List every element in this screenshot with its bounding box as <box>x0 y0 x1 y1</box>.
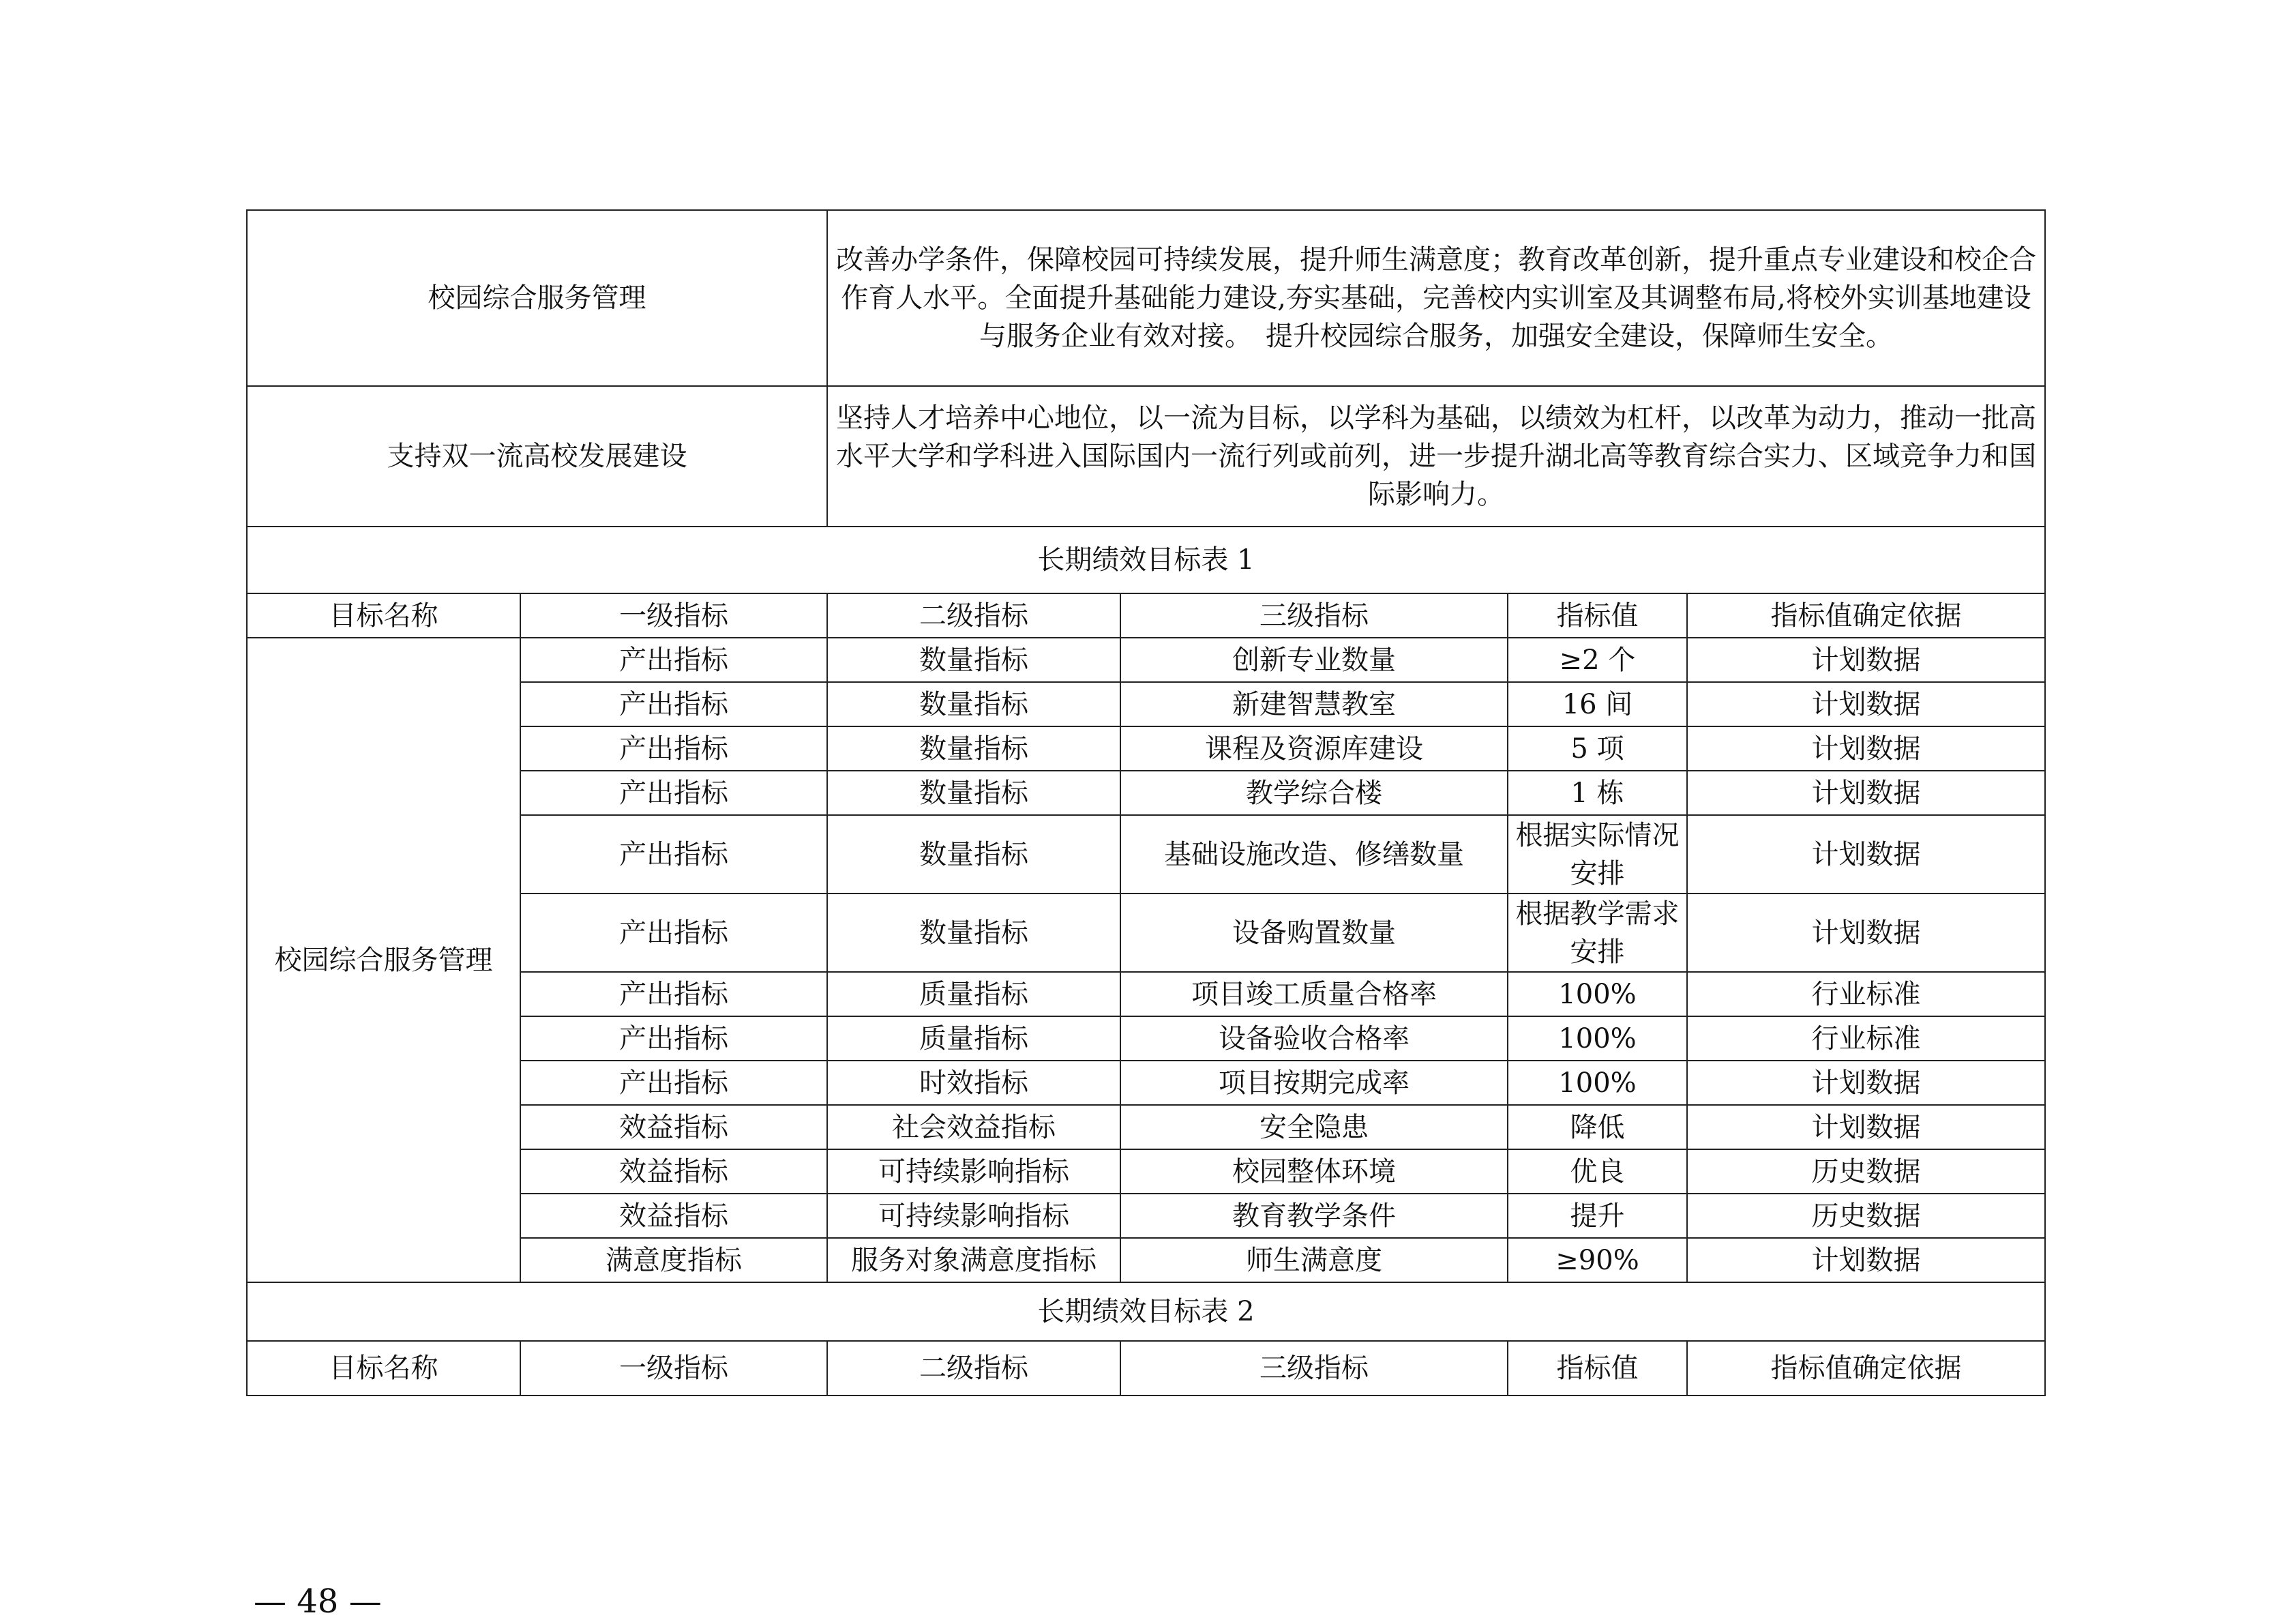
header-goal-name: 目标名称 <box>247 1341 520 1396</box>
header-value: 指标值 <box>1508 593 1687 638</box>
value-cell: ≥90% <box>1508 1238 1687 1282</box>
level2-cell: 社会效益指标 <box>827 1105 1120 1149</box>
header-level2: 二级指标 <box>827 1341 1120 1396</box>
value-cell: 优良 <box>1508 1149 1687 1194</box>
table2-header-row <box>247 1341 2045 1396</box>
level1-cell: 产出指标 <box>520 972 827 1016</box>
value-cell: 100% <box>1508 972 1687 1016</box>
basis-cell: 计划数据 <box>1687 1105 2045 1149</box>
level3-cell: 教学综合楼 <box>1120 771 1508 815</box>
program-row <box>247 386 2045 527</box>
value-cell: 根据实际情况安排 <box>1508 815 1687 894</box>
basis-cell: 计划数据 <box>1687 815 2045 894</box>
page-number: — 48 — <box>254 1582 382 1621</box>
level1-cell: 效益指标 <box>520 1105 827 1149</box>
value-cell: 降低 <box>1508 1105 1687 1149</box>
level2-cell: 可持续影响指标 <box>827 1149 1120 1194</box>
level1-cell: 产出指标 <box>520 815 827 894</box>
level2-cell: 数量指标 <box>827 894 1120 972</box>
level2-cell: 可持续影响指标 <box>827 1194 1120 1238</box>
level3-cell: 新建智慧教室 <box>1120 682 1508 726</box>
table2-title-row <box>247 1282 2045 1341</box>
table1-header-row <box>247 593 2045 638</box>
level2-cell: 数量指标 <box>827 815 1120 894</box>
program-name: 校园综合服务管理 <box>247 210 827 386</box>
program-row <box>247 210 2045 386</box>
level1-cell: 产出指标 <box>520 638 827 682</box>
program-name: 支持双一流高校发展建设 <box>247 386 827 527</box>
goal-name-cell: 校园综合服务管理 <box>247 638 520 1282</box>
level2-cell: 质量指标 <box>827 972 1120 1016</box>
level3-cell: 基础设施改造、修缮数量 <box>1120 815 1508 894</box>
level2-cell: 服务对象满意度指标 <box>827 1238 1120 1282</box>
value-cell: 1 栋 <box>1508 771 1687 815</box>
level3-cell: 项目竣工质量合格率 <box>1120 972 1508 1016</box>
value-cell: 提升 <box>1508 1194 1687 1238</box>
level3-cell: 安全隐患 <box>1120 1105 1508 1149</box>
level1-cell: 效益指标 <box>520 1194 827 1238</box>
level1-cell: 产出指标 <box>520 1061 827 1105</box>
header-level2: 二级指标 <box>827 593 1120 638</box>
header-value: 指标值 <box>1508 1341 1687 1396</box>
level3-cell: 教育教学条件 <box>1120 1194 1508 1238</box>
level2-cell: 质量指标 <box>827 1016 1120 1061</box>
table2-title: 长期绩效目标表 2 <box>247 1282 2045 1341</box>
table1-title-row <box>247 527 2045 593</box>
value-cell: 根据教学需求安排 <box>1508 894 1687 972</box>
level2-cell: 数量指标 <box>827 682 1120 726</box>
level2-cell: 数量指标 <box>827 638 1120 682</box>
basis-cell: 历史数据 <box>1687 1149 2045 1194</box>
program-description: 改善办学条件，保障校园可持续发展，提升师生满意度；教育改革创新，提升重点专业建设和校企合作育人水平。全面提升基础能力建设,夯实基础，完善校内实训室及其调整布局,将校外实训基地建设与服务企业有效对接。 提升校园综合服务，加强安全建设，保障师生安全。 <box>827 210 2045 386</box>
value-cell: ≥2 个 <box>1508 638 1687 682</box>
level3-cell: 项目按期完成率 <box>1120 1061 1508 1105</box>
header-basis: 指标值确定依据 <box>1687 1341 2045 1396</box>
basis-cell: 计划数据 <box>1687 1238 2045 1282</box>
value-cell: 16 间 <box>1508 682 1687 726</box>
basis-cell: 行业标准 <box>1687 1016 2045 1061</box>
level2-cell: 数量指标 <box>827 726 1120 771</box>
basis-cell: 计划数据 <box>1687 771 2045 815</box>
basis-cell: 计划数据 <box>1687 1061 2045 1105</box>
level3-cell: 师生满意度 <box>1120 1238 1508 1282</box>
program-description: 坚持人才培养中心地位，以一流为目标，以学科为基础，以绩效为杠杆，以改革为动力，推动一批高水平大学和学科进入国际国内一流行列或前列，进一步提升湖北高等教育综合实力、区域竞争力和国际影响力。 <box>827 386 2045 527</box>
level1-cell: 产出指标 <box>520 894 827 972</box>
basis-cell: 计划数据 <box>1687 894 2045 972</box>
basis-cell: 计划数据 <box>1687 638 2045 682</box>
table-row <box>247 638 2045 682</box>
value-cell: 100% <box>1508 1061 1687 1105</box>
level3-cell: 设备验收合格率 <box>1120 1016 1508 1061</box>
level1-cell: 满意度指标 <box>520 1238 827 1282</box>
header-level1: 一级指标 <box>520 593 827 638</box>
table1-title: 长期绩效目标表 1 <box>247 527 2045 593</box>
level1-cell: 产出指标 <box>520 1016 827 1061</box>
level1-cell: 产出指标 <box>520 726 827 771</box>
basis-cell: 历史数据 <box>1687 1194 2045 1238</box>
performance-table <box>246 209 2046 1396</box>
value-cell: 100% <box>1508 1016 1687 1061</box>
level3-cell: 课程及资源库建设 <box>1120 726 1508 771</box>
basis-cell: 计划数据 <box>1687 682 2045 726</box>
level1-cell: 产出指标 <box>520 771 827 815</box>
level1-cell: 效益指标 <box>520 1149 827 1194</box>
header-level1: 一级指标 <box>520 1341 827 1396</box>
level3-cell: 设备购置数量 <box>1120 894 1508 972</box>
header-level3: 三级指标 <box>1120 1341 1508 1396</box>
level3-cell: 校园整体环境 <box>1120 1149 1508 1194</box>
level2-cell: 数量指标 <box>827 771 1120 815</box>
basis-cell: 计划数据 <box>1687 726 2045 771</box>
basis-cell: 行业标准 <box>1687 972 2045 1016</box>
value-cell: 5 项 <box>1508 726 1687 771</box>
header-goal-name: 目标名称 <box>247 593 520 638</box>
level2-cell: 时效指标 <box>827 1061 1120 1105</box>
header-basis: 指标值确定依据 <box>1687 593 2045 638</box>
level3-cell: 创新专业数量 <box>1120 638 1508 682</box>
level1-cell: 产出指标 <box>520 682 827 726</box>
header-level3: 三级指标 <box>1120 593 1508 638</box>
